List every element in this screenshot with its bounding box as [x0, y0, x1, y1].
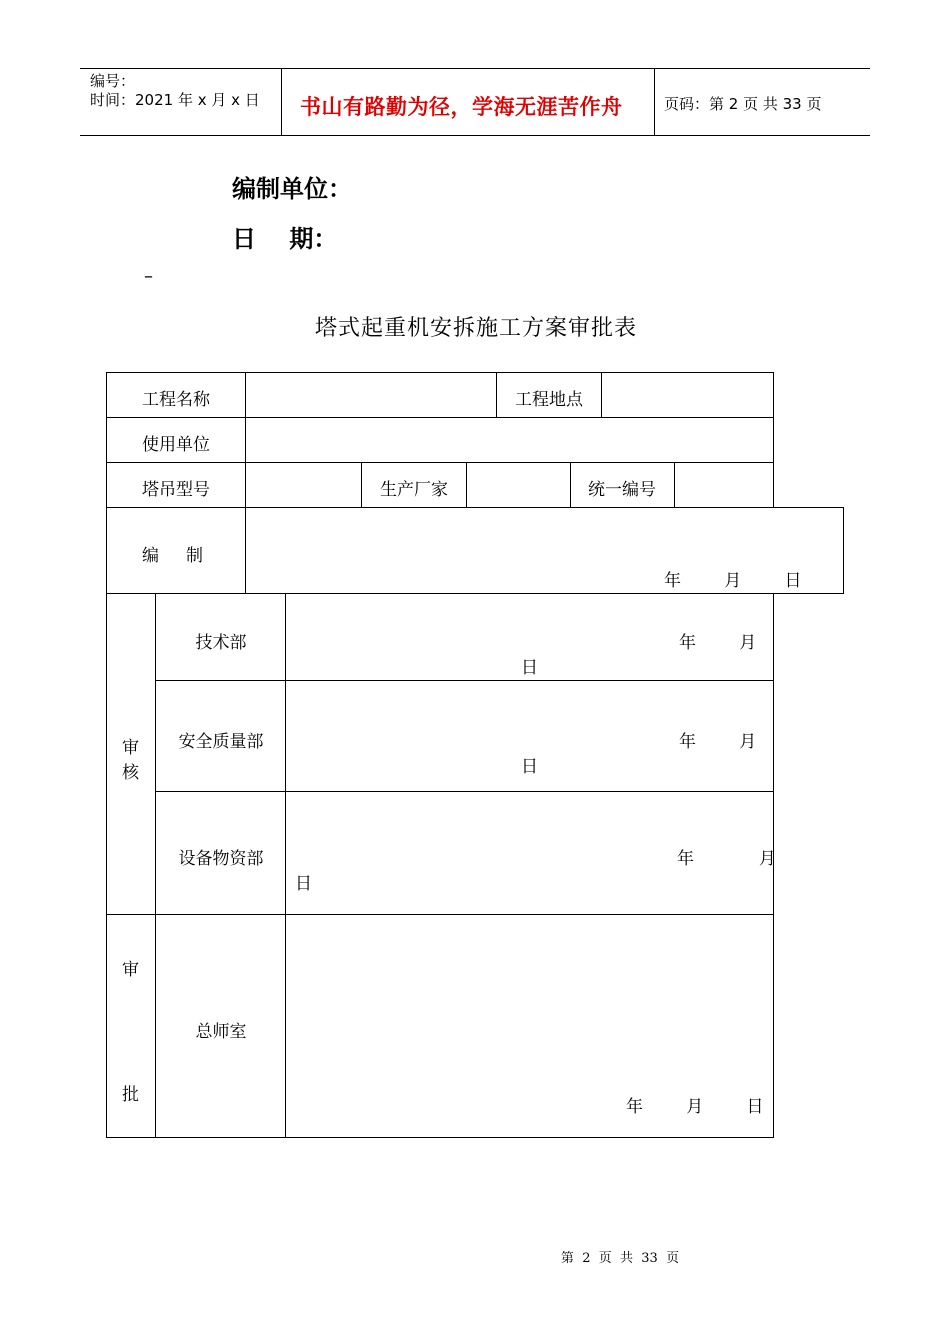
header-motto: 书山有路勤为径，学海无涯苦作舟 — [300, 95, 623, 119]
chief-office-label: 总师室 — [195, 1022, 247, 1042]
page-footer: 第 2 页 共 33 页 — [560, 1251, 680, 1266]
tech-dept-date-ym: 年 月 — [679, 633, 757, 653]
header-top-border — [80, 68, 870, 69]
table-line — [155, 680, 774, 681]
table-line — [674, 462, 675, 507]
header-number-label: 编号： — [90, 72, 136, 90]
table-line — [466, 462, 467, 507]
unified-number-label: 统一编号 — [588, 480, 656, 500]
review-label-char1: 审 — [122, 738, 139, 758]
safety-dept-date-ym: 年 月 — [679, 732, 757, 752]
compiling-unit-label: 编制单位： — [232, 175, 352, 203]
table-line — [106, 507, 844, 508]
compile-date: 年 月 日 — [664, 571, 802, 591]
header-time-label: 时间：2021 年 x 月 x 日 — [90, 91, 260, 109]
equipment-dept-date-ym: 年 月 — [677, 849, 776, 869]
table-line — [361, 462, 362, 507]
approve-label-char2: 批 — [122, 1085, 139, 1105]
form-title: 塔式起重机安拆施工方案审批表 — [314, 316, 638, 341]
dash-mark: – — [144, 266, 153, 287]
table-line — [285, 593, 286, 1137]
compile-label: 编 制 — [142, 546, 204, 566]
manufacturer-label: 生产厂家 — [380, 480, 448, 500]
table-line — [106, 372, 774, 373]
table-line — [155, 593, 156, 1137]
date-label: 日 期： — [232, 225, 338, 253]
header-divider-right — [654, 68, 655, 136]
safety-dept-date-day: 日 — [521, 757, 538, 777]
equipment-dept-date-day: 日 — [295, 874, 312, 894]
header-bottom-border — [80, 135, 870, 136]
project-name-label: 工程名称 — [142, 390, 210, 410]
table-line — [773, 372, 774, 507]
table-line — [601, 372, 602, 417]
tech-dept-date-day: 日 — [521, 658, 538, 678]
table-line — [245, 372, 246, 593]
user-unit-label: 使用单位 — [142, 435, 210, 455]
tech-dept-label: 技术部 — [195, 633, 247, 653]
equipment-dept-label: 设备物资部 — [178, 849, 264, 869]
table-line — [106, 417, 774, 418]
table-line — [496, 372, 497, 417]
table-line — [843, 507, 844, 593]
header-divider-left — [281, 68, 282, 136]
header-page-label: 页码：第 2 页 共 33 页 — [664, 95, 822, 113]
table-line — [570, 462, 571, 507]
chief-office-date: 年 月 日 — [626, 1097, 764, 1117]
review-label-char2: 核 — [122, 763, 139, 783]
project-location-label: 工程地点 — [515, 390, 583, 410]
table-line — [106, 914, 774, 915]
table-line — [106, 1137, 774, 1138]
table-line — [155, 791, 774, 792]
safety-dept-label: 安全质量部 — [178, 732, 264, 752]
table-line — [106, 372, 107, 1137]
approve-label-char1: 审 — [122, 960, 139, 980]
table-line — [106, 593, 844, 594]
crane-model-label: 塔吊型号 — [142, 480, 210, 500]
